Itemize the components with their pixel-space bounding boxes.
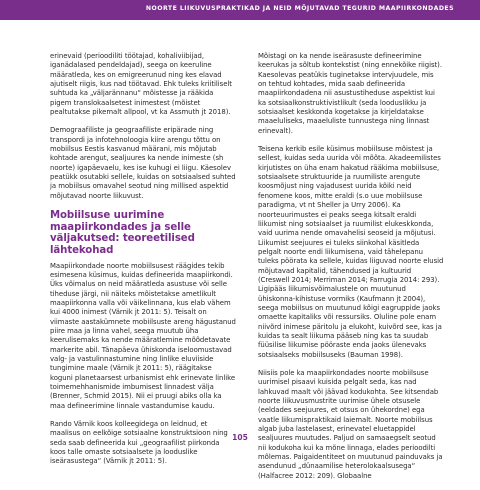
running-header — [0, 0, 480, 20]
paragraph: Maapiirkondade noorte mobiilsusest räägides tekib esimesena küsimus, kuidas defineerida maapiirkondi. Üks võimalus on neid määratleda asustuse või selle tiheduse järgi, nii näiteks mõistetakse ametlikult maapiirkonna valla või väikelinnana, kus elab vähem kui 4000 inimest (Värnik jt 2011: 5). Teisalt on viimaste aastakümnete mobiilsuste areng hägustanud piire maa ja linna vahel, seega muutub üha keerulisemaks ka nende määratlemine mõõdetavate markerite abil. Tänapäeva ühiskonda iseloomustavad valg- ja vastulinnastumine ning linlike eluviiside tungimine maale (Värnik jt 2011: 5), räägitakse koguni planetaarsest urbanismist ehk erinevate linlike toimemehhanismide imbumisest linnadest välja (Brenner, Schmid 2015). Nii ei pruugi abiks olla ka maa defineerimine linnale vastandumise kaudu. — [50, 261, 236, 410]
paragraph: Demograafiliste ja geograafiliste eripärade ning transpordi ja infotehnoloogia kiire arengu tõttu on mobiilsus Eestis kasvanud määrani, mis mõjutab kohtade arengut, sealjuures ka nende inimeste (sh noorte) igapäevaelu, kes ise kuhugi ei liigu. Käesolev peatükk osutabki sellele, kuidas on sotsiaalsed suhted ja mobiilsus omavahel seotud ning millised aspektid mõjutavad noorte liikuvust. — [50, 126, 236, 200]
paragraph: Mõistagi on ka nende iseärasuste defineerimine keerukas ja sõltub kontekstist (ning ennekõike riigist). Kaesolevas peatükis tuginetakse intervjuudele, mis on tehtud kohtades, mida saab defineerida maapiirkondadena nii asustustiheduse aspektist kui ka sotsiaalkonstruktivistlikult (seda looduslikku ja sotsiaalset keskkonda kogetakse ja kirjeldatakse maaeluliseks, maaeluliste tunnustega ning linnast erinevalt). — [258, 52, 442, 135]
right-column — [258, 52, 444, 490]
running-title: NOORTE LIIKUVUSPRAKTIKAD JA NEID MÕJUTAVAD TEGURID MAAPIIRKONDADES — [145, 5, 454, 12]
section-heading: Mobiilsuse uurimine maapiirkondades ja selle väljakutsed: teoreetilised lähtekohad — [50, 210, 195, 256]
paragraph: erinevaid (perioodiliti töötajad, kohaliviibijad, iganädalased pendeldajad), seega on keeruline määratleda, kes on emigreerunud ning kes elavad ajutiselt riigis, kus nad töötavad. Ehk tuleks kriitiliselt suhtuda ka „väljarännanu“ mõistesse ja rääkida pigem translokaalsetest inimestest (mõistet pealtutakse pikemalt allpool, vt ka Assmuth jt 2018). — [50, 52, 232, 117]
paragraph: Niisiis pole ka maapiirkondades noorte mobiilsuse uurimisel pisaavi kuisida pelgalt seda, kas nad lahkuvad maalt või jäävad kodukohta. See kitsendab noorte liikuvusmustrite uurimise ühele otsusele (eeldades seejuures, et otsus on ühekordne) ega vaatle liikumispraktikaid laiemalt. Noorte mobiilsus algab juba lastelasest, erinevatel eluetappidel sealjuures muutudes. Paljud on samaaegselt seotud nii kodukoha kui ka mõne linnaga, elades perioodilti mõlemas. Paigaidentiteet on muutunud painduvaks ja asendunud „dünaamilise heterolokaalsusega“ (Halfacree 2012: 209). Globaalne — [258, 369, 443, 480]
left-column — [50, 52, 236, 476]
paragraph: Rando Värnik koos kolleegidega on leidnud, et maalisus on eelkõige sotsiaalne konstruktsioon ning seda saab defineerida kui „geograafilist piirkonda koos talle omaste sotsiaalsete ja looduslike iseärasustega“ (Värnik jt 2011: 5). — [50, 420, 228, 466]
paragraph: Teisena kerkib esile küsimus mobiilsuse mõistest ja sellest, kuidas seda uurida või mõõta. Akadeemilistes kirjutistes on üha enam hakatud rääkima mobiilsuse, sotsiaalsete struktuuride ja ruumiliste arengute koosmõjust ning vajadusest uurida kõiki neid fenomene koos, mitte eraldi (s.o uue mobiilsuse paradigma, vt nt Sheller ja Urry 2006). Ka noorteuurimustes ei peaks seega kitsalt eraldi liikumist ning sotsiaalset ja ruumilist elukeskkonda, vaid uurima nende omavahelisi seoseid ja mõjutusi. Liikumist seejuures ei tuleks siinkohal käsitleda pelgalt noorte endi liikumisena, vaid tähelepanu tuleks pöörata ka sellele, kuidas liiguvad noorte elusid mõjutavad kapitalid, tähendused ja kultuurid (Creswell 2014; Merriman 2014; Farrugia 2014: 293). Ligipääs liikumisvõimalustele on muutunud ühiskonna-kihistuse vormiks (Kaufmann jt 2004), seega mobiilsus on muutunud kõigi eagruppide jaoks omaette kapitaliks või ressursiks. Oluline pole enam niivõrd inimese päritolu ja elukoht, kuivõrd see, kas ja kuidas ta sealt liikuma pääseb ning kas ta suudab füüsilise liikumise pööraste enda jaoks ülenevaks sotsiaalseks mobiilsuseks (Bauman 1998). — [258, 145, 444, 359]
page-number: 105 — [232, 433, 248, 442]
